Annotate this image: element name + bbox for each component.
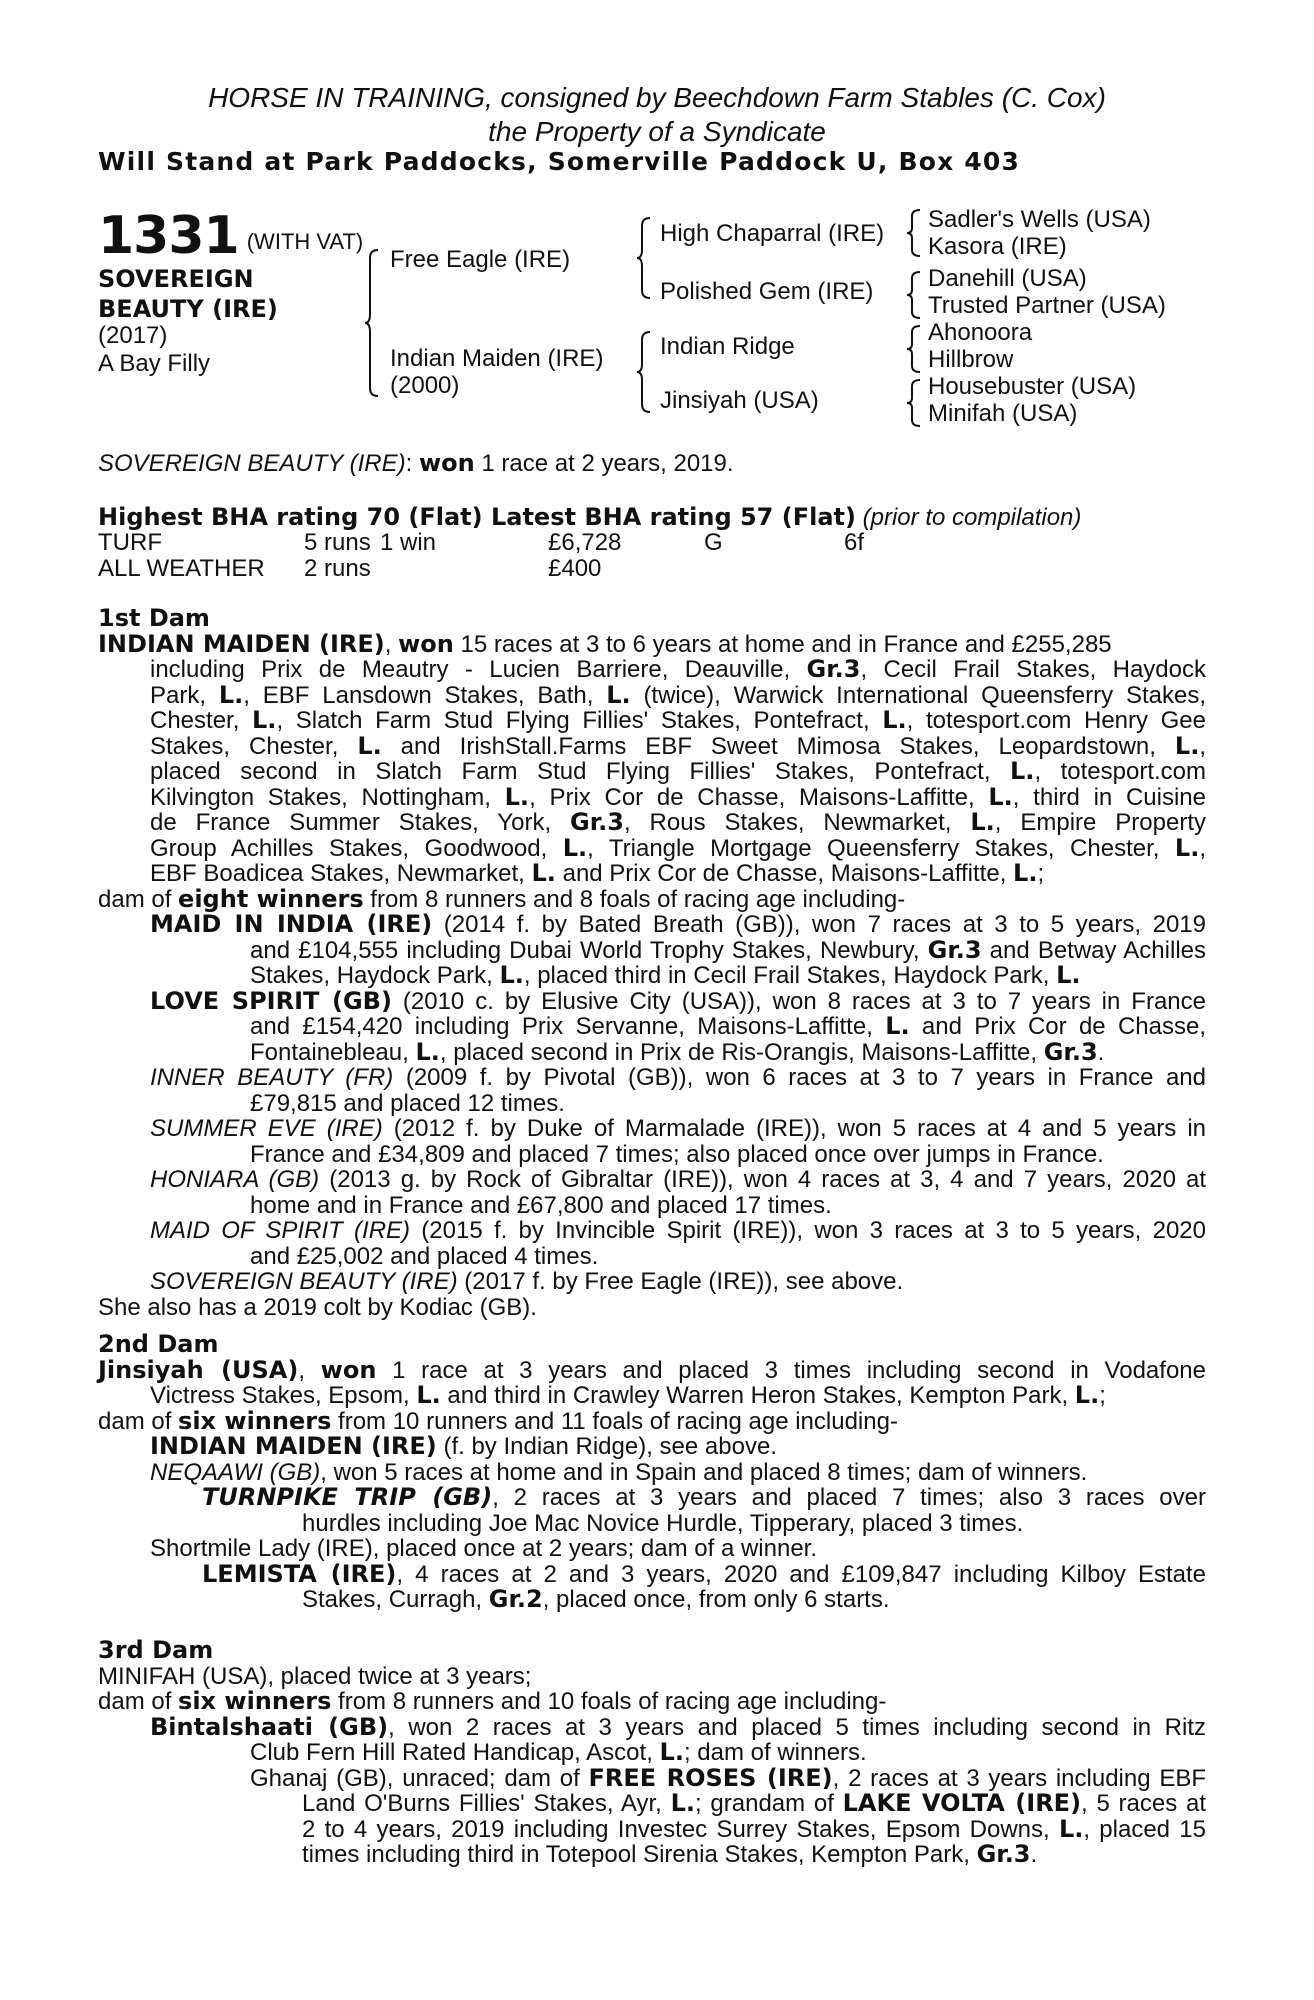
sd-dam: Trusted Partner (USA) — [928, 292, 1166, 319]
second-dam-progeny-1: INDIAN MAIDEN (IRE) (f. by Indian Ridge), see above. — [150, 1432, 777, 1460]
summary-rest: 1 race at 2 years, 2019. — [474, 450, 734, 477]
first-dam-line-1: INDIAN MAIDEN (IRE), won 15 races at 3 to 6 years at home and in France and £255,285 — [98, 629, 1112, 658]
sd-bracket — [906, 270, 924, 320]
dd-sire: Housebuster (USA) — [928, 373, 1137, 400]
header-consignor: HORSE IN TRAINING, consigned by Beechdown Farm Stables (C. Cox) — [208, 82, 1106, 113]
ratings-note: (prior to compilation) — [862, 504, 1082, 531]
progeny-5-line-2: home and in France and £67,800 and placed 17 times. — [250, 1191, 832, 1219]
progeny-2-line-3: Fontainebleau, L., placed second in Prix de Ris-Orangis, Maisons-Laffitte, Gr.3. — [250, 1037, 1105, 1066]
horse-name-line2: BEAUTY (IRE) — [98, 295, 278, 323]
horse-name-line1: SOVEREIGN — [98, 265, 254, 293]
third-dam-section — [98, 1638, 1206, 1868]
progeny-4-line-1: SUMMER EVE (IRE) (2012 f. by Duke of Marmalade (IRE)), won 5 races at 4 and 5 years in — [150, 1115, 1206, 1142]
dam-year: (2000) — [390, 372, 460, 399]
first-dam-line-2: including Prix de Meautry - Lucien Barriere, Deauville, Gr.3, Cecil Frail Stakes, Haydock — [150, 655, 1207, 683]
dam-sire: Indian Ridge — [660, 333, 795, 360]
second-dam-progeny-3: Shortmile Lady (IRE), placed once at 2 years; dam of a winner. — [150, 1535, 817, 1562]
summary-won: won — [418, 449, 475, 477]
first-dam-section — [98, 606, 1206, 1320]
ds-sire: Ahonoora — [928, 319, 1033, 346]
first-dam-line-10: EBF Boadicea Stakes, Newmarket, L. and Prix Cor de Chasse, Maisons-Laffitte, L.; — [150, 859, 1045, 887]
ss-dam: Kasora (IRE) — [928, 233, 1067, 260]
progeny-3-line-2: £79,815 and placed 12 times. — [250, 1089, 565, 1117]
second-dam-section — [98, 1332, 1206, 1613]
sire-dam: Polished Gem (IRE) — [660, 278, 874, 305]
third-dam-progeny-1-line-2: Club Fern Hill Rated Handicap, Ascot, L.; dam of winners. — [250, 1738, 867, 1766]
dam: Indian Maiden (IRE) — [390, 345, 604, 372]
second-dam-progeny-2a-line-1: TURNPIKE TRIP (GB), 2 races at 3 years and placed 7 times; also 3 races over — [202, 1483, 1206, 1511]
second-dam-progeny-2a-line-2: hurdles including Joe Mac Novice Hurdle, Tipperary, placed 3 times. — [302, 1509, 1024, 1537]
progeny-2-line-1: LOVE SPIRIT (GB) (2010 c. by Elusive City (USA)), won 8 races at 3 to 7 years in France — [150, 986, 1206, 1015]
first-dam-dam-of: dam of eight winners from 8 runners and 8 foals of racing age including- — [98, 884, 906, 913]
header-location: Will Stand at Park Paddocks, Somerville Paddock U, Box 403 — [98, 147, 1021, 176]
third-dam-progeny-2-line-2: Land O'Burns Fillies' Stakes, Ayr, L.; grandam of LAKE VOLTA (IRE), 5 races at — [302, 1789, 1206, 1817]
progeny-1-line-3: Stakes, Haydock Park, L., placed third in Cecil Frail Stakes, Haydock Park, L. — [250, 961, 1081, 989]
sire-dam-bracket — [364, 248, 382, 398]
progeny-2-line-2: and £154,420 including Prix Servanne, Maisons-Laffitte, L. and Prix Cor de Chasse, — [250, 1012, 1207, 1040]
third-dam-progeny-2-line-3: 2 to 4 years, 2019 including Investec Surrey Stakes, Epsom Downs, L., placed 15 — [302, 1814, 1206, 1843]
third-dam-progeny-1-line-1: Bintalshaati (GB), won 2 races at 3 years and placed 5 times including second in Ritz — [150, 1712, 1206, 1741]
turf-wins: 1 win — [380, 529, 437, 556]
second-dam-dam-of: dam of six winners from 10 runners and 11 foals of racing age including- — [98, 1406, 898, 1435]
vat-label: (WITH VAT) — [246, 229, 364, 254]
first-dam-also: She also has a 2019 colt by Kodiac (GB). — [98, 1293, 537, 1321]
second-dam-progeny-3a-line-1: LEMISTA (IRE), 4 races at 2 and 3 years, 2020 and £109,847 including Kilboy Estate — [202, 1559, 1207, 1588]
sire-sire: High Chaparral (IRE) — [660, 220, 885, 247]
race-summary: SOVEREIGN BEAUTY (IRE): won 1 race at 2 years, 2019. — [98, 449, 734, 477]
third-dam-dam-of: dam of six winners from 8 runners and 10 foals of racing age including- — [98, 1687, 887, 1715]
turf-going: G — [704, 529, 723, 556]
first-dam-line-3: Park, L., EBF Lansdown Stakes, Bath, L. (twice), Warwick International Queensferry Stakes, — [150, 680, 1206, 709]
dd-bracket — [906, 378, 924, 428]
progeny-3-line-1: INNER BEAUTY (FR) (2009 f. by Pivotal (GB)), won 6 races at 3 to 7 years in France and — [150, 1064, 1206, 1091]
progeny-4-line-2: France and £34,809 and placed 7 times; also placed once over jumps in France. — [250, 1140, 1104, 1168]
summary-name: SOVEREIGN BEAUTY (IRE) — [98, 450, 406, 477]
first-dam-heading: 1st Dam — [98, 604, 210, 632]
second-dam-progeny-2: NEQAAWI (GB), won 5 races at home and in Spain and placed 8 times; dam of winners. — [150, 1458, 1088, 1486]
progeny-6-line-2: and £25,002 and placed 4 times. — [250, 1242, 599, 1270]
dd-dam: Minifah (USA) — [928, 400, 1078, 427]
second-dam-line-2: Victress Stakes, Epsom, L. and third in Crawley Warren Heron Stakes, Kempton Park, L.; — [150, 1381, 1106, 1409]
sire: Free Eagle (IRE) — [390, 246, 571, 273]
first-dam-line-8: de France Summer Stakes, York, Gr.3, Rous Stakes, Newmarket, L., Empire Property — [150, 808, 1207, 836]
second-dam-heading: 2nd Dam — [98, 1330, 219, 1358]
ds-bracket — [906, 324, 924, 374]
first-dam-line-7: Kilvington Stakes, Nottingham, L., Prix Cor de Chasse, Maisons-Laffitte, L., third in Cuisine — [150, 782, 1207, 811]
bha-ratings — [98, 504, 1081, 531]
first-dam-line-4: Chester, L., Slatch Farm Stud Flying Fillies' Stakes, Pontefract, L., totesport.com Henry Gee — [150, 706, 1207, 734]
lot-heading — [98, 206, 363, 266]
turf-label: TURF — [98, 529, 162, 556]
turf-money: £6,728 — [548, 529, 622, 556]
horse-info — [98, 322, 210, 378]
horse-name — [98, 264, 278, 324]
ds-dam: Hillbrow — [928, 346, 1014, 373]
progeny-1-line-1: MAID IN INDIA (IRE) (2014 f. by Bated Breath (GB)), won 7 races at 3 to 5 years, 2019 — [150, 910, 1206, 938]
sire-line-bracket — [636, 216, 654, 300]
aw-runs: 2 runs — [304, 555, 371, 582]
third-dam-progeny-2-line-1: Ghanaj (GB), unraced; dam of FREE ROSES (IRE), 2 races at 3 years including EBF — [250, 1763, 1207, 1792]
first-dam-line-6: placed second in Slatch Farm Stud Flying Fillies' Stakes, Pontefract, L., totesport.com — [150, 757, 1207, 785]
third-dam-heading: 3rd Dam — [98, 1636, 214, 1664]
third-dam-progeny-2-line-4: times including third in Totepool Sirenia Stakes, Kempton Park, Gr.3. — [302, 1840, 1038, 1868]
progeny-1-line-2: and £104,555 including Dubai World Trophy Stakes, Newbury, Gr.3 and Betway Achilles — [250, 935, 1207, 964]
ss-sire: Sadler's Wells (USA) — [928, 206, 1151, 233]
first-dam-line-5: Stakes, Chester, L. and IrishStall.Farms EBF Sweet Mimosa Stakes, Leopardstown, L., — [150, 731, 1206, 760]
dam-line-bracket — [636, 330, 654, 414]
second-dam-progeny-3a-line-2: Stakes, Curragh, Gr.2, placed once, from only 6 starts. — [302, 1585, 890, 1613]
turf-runs: 5 runs — [304, 529, 371, 556]
horse-description: A Bay Filly — [98, 350, 211, 377]
aw-label: ALL WEATHER — [98, 555, 265, 582]
dam-dam: Jinsiyah (USA) — [660, 387, 819, 414]
aw-money: £400 — [548, 555, 602, 582]
progeny-7-line-1: SOVEREIGN BEAUTY (IRE) (2017 f. by Free Eagle (IRE)), see above. — [150, 1268, 904, 1295]
horse-year: (2017) — [98, 322, 168, 349]
sd-sire: Danehill (USA) — [928, 265, 1087, 292]
progeny-5-line-1: HONIARA (GB) (2013 g. by Rock of Gibraltar (IRE)), won 4 races at 3, 4 and 7 years, 2020 at — [150, 1166, 1206, 1193]
header-property: the Property of a Syndicate — [488, 116, 826, 147]
third-dam-line-1: MINIFAH (USA), placed twice at 3 years; — [98, 1662, 532, 1690]
first-dam-line-9: Group Achilles Stakes, Goodwood, L., Triangle Mortgage Queensferry Stakes, Chester, L., — [150, 833, 1206, 862]
ratings-heading: Highest BHA rating 70 (Flat) Latest BHA rating 57 (Flat) — [98, 503, 856, 531]
turf-distance: 6f — [844, 529, 865, 556]
ss-bracket — [906, 208, 924, 258]
progeny-6-line-1: MAID OF SPIRIT (IRE) (2015 f. by Invincible Spirit (IRE)), won 3 races at 3 to 5 years, 2020 — [150, 1217, 1206, 1244]
second-dam-line-1: Jinsiyah (USA), won 1 race at 3 years and placed 3 times including second in Vodafone — [98, 1355, 1206, 1384]
lot-number: 1331 — [98, 206, 239, 266]
